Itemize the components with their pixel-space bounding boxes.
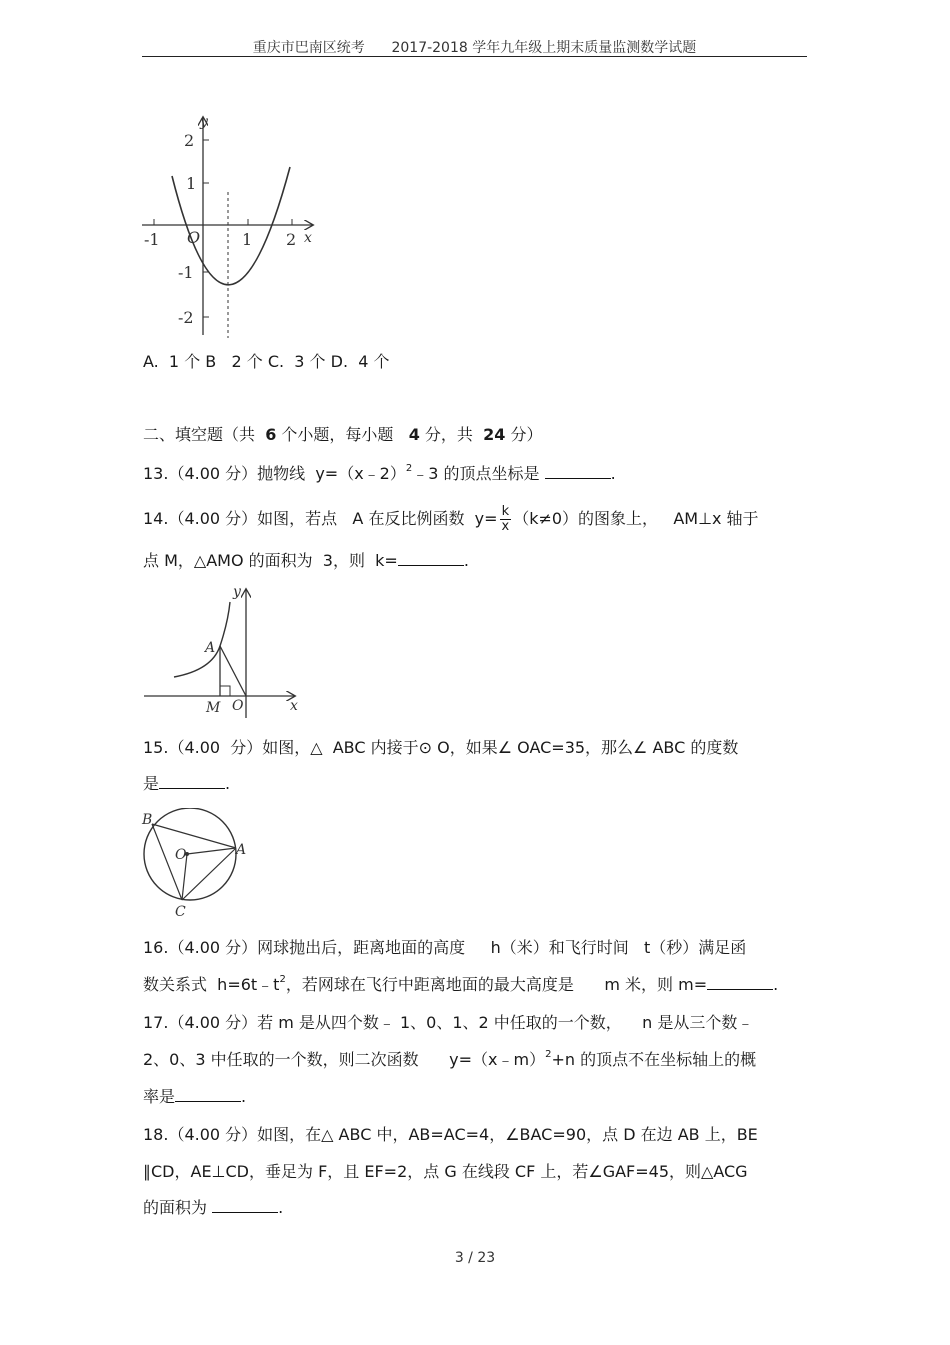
segment-ao xyxy=(220,646,246,696)
section-heading: 二、填空题（共 6 个小题，每小题 4 分，共 24 分） xyxy=(143,425,543,444)
label-o: O xyxy=(232,698,244,714)
x-tick-label: 1 xyxy=(242,230,253,249)
circle-figure xyxy=(138,808,253,920)
answer-blank xyxy=(159,774,225,789)
x-axis-label: x xyxy=(304,230,312,246)
question-15-line1: 15.（4.00 分）如图，△ ABC 内接于⊙ O，如果∠ OAC=35，那么∠ ABC 的度数 xyxy=(143,738,739,757)
question-17-line1: 17.（4.00 分）若 m 是从四个数﹣ 1、0、1、2 中任取的一个数， n 是从三个数﹣ xyxy=(143,1013,754,1032)
answer-blank xyxy=(707,975,773,990)
page-number: 3 / 23 xyxy=(454,1250,496,1266)
right-angle-mark xyxy=(220,686,230,696)
question-15-line2: 是 . xyxy=(143,774,231,793)
label-o: O xyxy=(175,847,187,863)
label-m: M xyxy=(206,700,221,716)
hyperbola-curve xyxy=(174,602,230,677)
question-14-line2: 点 M，△AMO 的面积为 3，则 k= . xyxy=(143,551,469,570)
header-rule xyxy=(142,56,807,57)
answer-blank xyxy=(175,1087,241,1102)
label-c: C xyxy=(175,904,186,920)
y-axis-label: y xyxy=(200,114,208,130)
question-16-line2: 数关系式 $h=6t﹣t^2$，若网球在飞行中距离地面的最大高度是 m 米，则 m= . xyxy=(143,974,779,994)
question-17-line3: 率是 . xyxy=(143,1087,247,1106)
label-b: B xyxy=(142,812,153,828)
question-14-line1: 14.（4.00 分）如图，若点 A 在反比例函数 y= $\frac{k}{x}$ （k≠0）的图象上， AM⊥x 轴于 xyxy=(143,504,759,534)
question-18-line2: ∥CD，AE⊥CD，垂足为 F，且 EF=2，点 G 在线段 CF 上，若∠GAF=45，则△ACG xyxy=(143,1162,748,1181)
label-x: x xyxy=(290,698,298,714)
hyperbola-figure xyxy=(140,582,310,722)
origin-label: O xyxy=(187,228,201,247)
answer-blank xyxy=(545,464,611,479)
x-tick-label: -1 xyxy=(144,230,160,249)
q12-options: A. 1 个 B 2 个 C. 3 个 D. 4 个 xyxy=(143,352,390,371)
answer-blank xyxy=(212,1198,278,1213)
question-13: 13.（4.00 分）抛物线 y=（x﹣2）$^2$﹣3 的顶点坐标是 . xyxy=(143,463,616,483)
fraction-k-over-x: $\frac{k}{x}$ xyxy=(501,504,510,534)
question-18-line3: 的面积为 . xyxy=(143,1198,284,1217)
page-header: 重庆市巴南区统考 2017-2018 学年九年级上期末质量监测数学试题 xyxy=(252,40,697,56)
label-a: A xyxy=(205,640,216,656)
y-tick-label: -2 xyxy=(178,308,194,327)
parabola-figure xyxy=(140,110,330,345)
y-tick-label: -1 xyxy=(178,263,194,282)
segment-oa xyxy=(187,848,236,854)
question-17-line2: 2、0、3 中任取的一个数，则二次函数 y=（x﹣m）$^2$+n 的顶点不在坐标轴上的概 xyxy=(143,1049,757,1069)
y-tick-label: 2 xyxy=(184,131,195,150)
segment-ba xyxy=(152,824,236,848)
label-a: A xyxy=(236,842,247,858)
question-18-line1: 18.（4.00 分）如图，在△ ABC 中，AB=AC=4，∠BAC=90，点 D 在边 AB 上，BE xyxy=(143,1125,758,1144)
segment-ca xyxy=(182,848,236,900)
y-tick-label: 1 xyxy=(186,174,197,193)
x-tick-label: 2 xyxy=(286,230,297,249)
question-16-line1: 16.（4.00 分）网球抛出后，距离地面的高度 h（米）和飞行时间 t（秒）满足函 xyxy=(143,938,747,957)
answer-blank xyxy=(398,551,464,566)
label-y: y xyxy=(233,584,241,600)
